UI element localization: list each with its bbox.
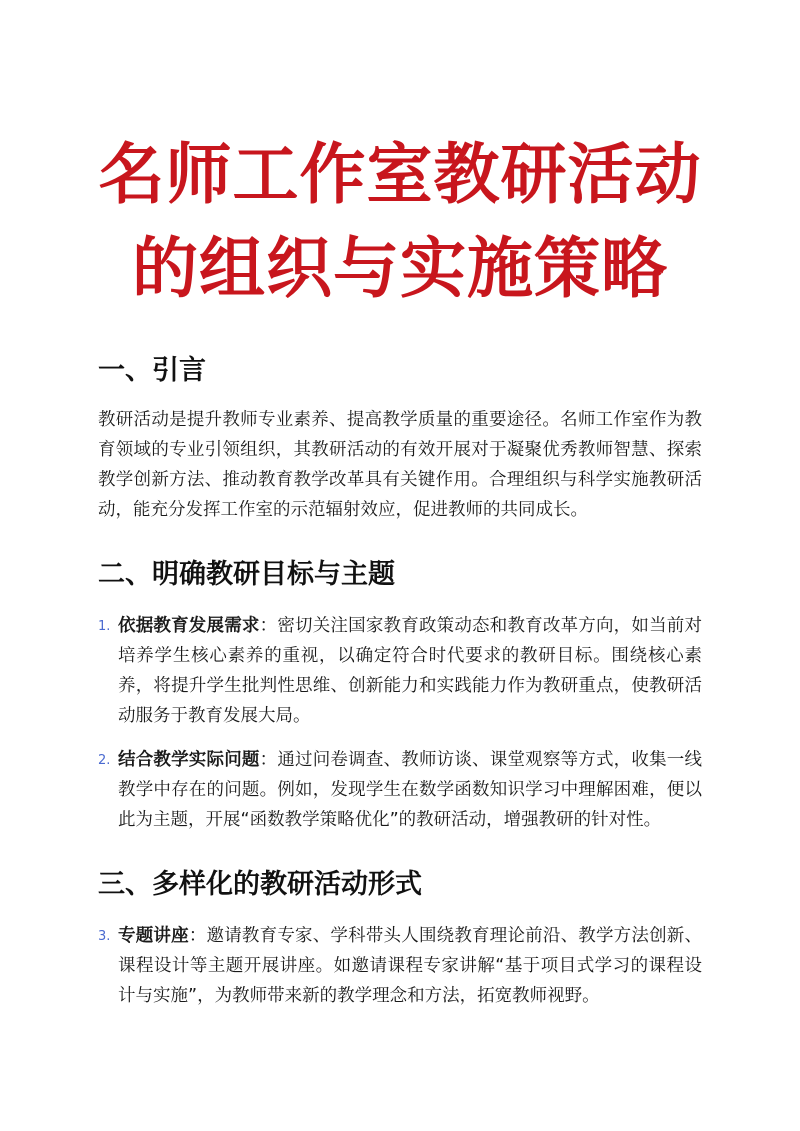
list-item <box>98 745 702 835</box>
goals-list <box>98 611 702 835</box>
activity-forms-list <box>98 921 702 1011</box>
list-item <box>98 611 702 731</box>
section-heading-introduction: 一、引言 <box>98 355 206 386</box>
list-number: 3. <box>98 929 111 944</box>
title-line-1: 名师工作室教研活动 <box>98 136 702 213</box>
section-heading-goals: 二、明确教研目标与主题 <box>98 559 395 590</box>
section-heading-activity-forms: 三、多样化的教研活动形式 <box>98 869 422 900</box>
list-number: 2. <box>98 753 111 768</box>
list-item-separator: ： <box>259 750 278 770</box>
list-item-text: 通过问卷调查、教师访谈、课堂观察等方式，收集一线教学中存在的问题。例如，发现学生在数学函数知识学习中理解困难，便以此为主题，开展“函数教学策略优化”的教研活动，增强教研的针对性。 <box>118 750 702 830</box>
list-item-separator: ： <box>259 616 278 636</box>
introduction-paragraph: 教研活动是提升教师专业素养、提高教学质量的重要途径。名师工作室作为教育领域的专业引领组织，其教研活动的有效开展对于凝聚优秀教师智慧、探索教学创新方法、推动教育教学改革具有关键作用。合理组织与科学实施教研活动，能充分发挥工作室的示范辐射效应，促进教师的共同成长。 <box>98 410 702 520</box>
list-item-term: 结合教学实际问题 <box>118 750 260 770</box>
list-item-term: 专题讲座 <box>118 926 189 946</box>
document-title <box>98 0 702 316</box>
list-item <box>98 921 702 1011</box>
list-number: 1. <box>98 619 111 634</box>
list-item-separator: ： <box>188 926 207 946</box>
list-item-text: 邀请教育专家、学科带头人围绕教育理论前沿、教学方法创新、课程设计等主题开展讲座。如邀请课程专家讲解“基于项目式学习的课程设计与实施”，为教师带来新的教学理念和方法，拓宽教师视野。 <box>118 926 702 1006</box>
list-item-term: 依据教育发展需求 <box>118 616 260 636</box>
list-item-text: 密切关注国家教育政策动态和教育改革方向，如当前对培养学生核心素养的重视，以确定符合时代要求的教研目标。围绕核心素养，将提升学生批判性思维、创新能力和实践能力作为教研重点，使教研活动服务于教育发展大局。 <box>118 616 702 726</box>
title-line-2: 的组织与实施策略 <box>132 230 668 307</box>
